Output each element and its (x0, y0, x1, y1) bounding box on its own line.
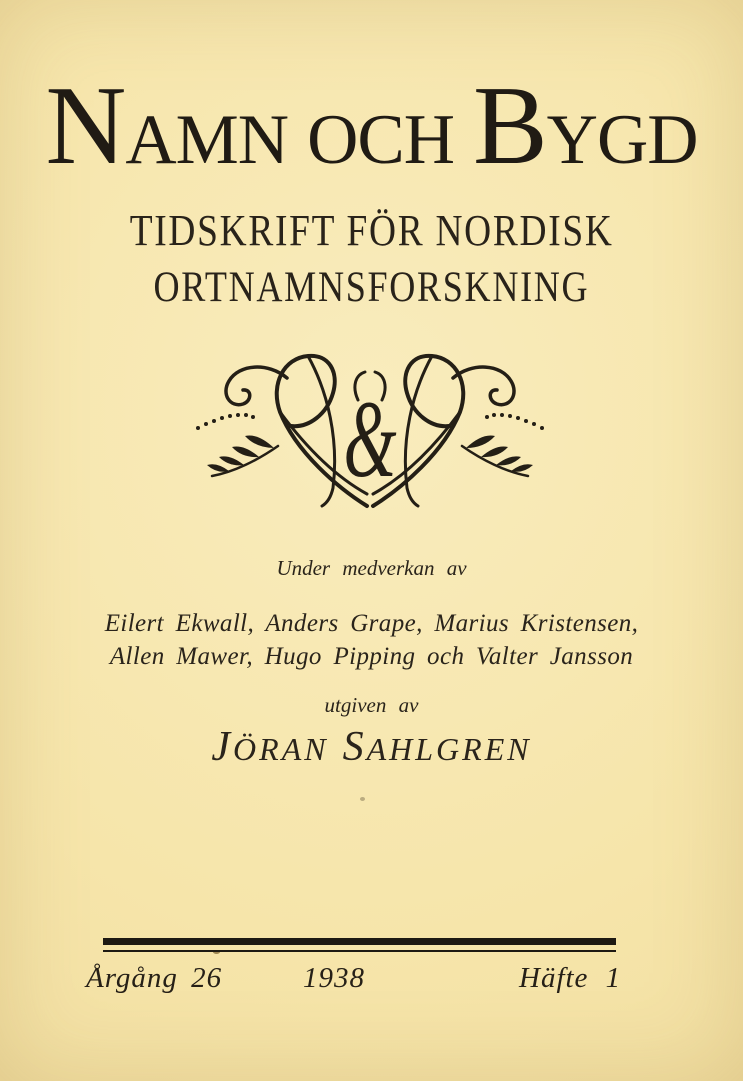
contributors-heading: Under medverkan av (276, 556, 467, 580)
year-label: 1938 (303, 962, 365, 994)
title-rest-amn: AMN (125, 101, 289, 179)
title-word-och: OCH (307, 101, 454, 179)
ampersand-group (343, 377, 396, 500)
issue-label: Häfte 1 (519, 962, 622, 994)
paper-speck (360, 797, 365, 801)
title-initial-n: N (45, 64, 126, 188)
ampersand-glyph: & (343, 377, 397, 501)
editor-initial-s: S (342, 724, 367, 770)
editor-name (0, 726, 743, 768)
journal-subtitle (0, 202, 743, 316)
contributors-line-2: Allen Mawer, Hugo Pipping och Valter Jansson (109, 643, 634, 670)
footer-rule-thick (103, 938, 616, 945)
subtitle-line-2: ORTNAMNSFORSKNING (153, 264, 590, 311)
ornament-right-half (373, 356, 544, 506)
editor-rest-ahlgren: AHLGREN (366, 731, 532, 767)
editor-rest-oran: ÖRAN (233, 731, 329, 767)
title-rest-ygd: YGD (546, 101, 698, 179)
title-initial-b: B (472, 64, 547, 188)
editor-heading: utgiven av (324, 693, 419, 717)
journal-title (0, 64, 743, 188)
footer-imprint (0, 962, 743, 1002)
subtitle-line-1: TIDSKRIFT FÖR NORDISK (129, 206, 614, 255)
ornament-left-half (196, 356, 367, 506)
contributors-line-1: Eilert Ekwall, Anders Grape, Marius Kristensen, (104, 610, 639, 637)
contributors-names (0, 607, 743, 673)
monogram-ornament (186, 336, 554, 520)
volume-label: Årgång 26 (86, 962, 223, 994)
editor-initial-j: J (211, 724, 234, 770)
footer-rule-thin (103, 950, 616, 952)
